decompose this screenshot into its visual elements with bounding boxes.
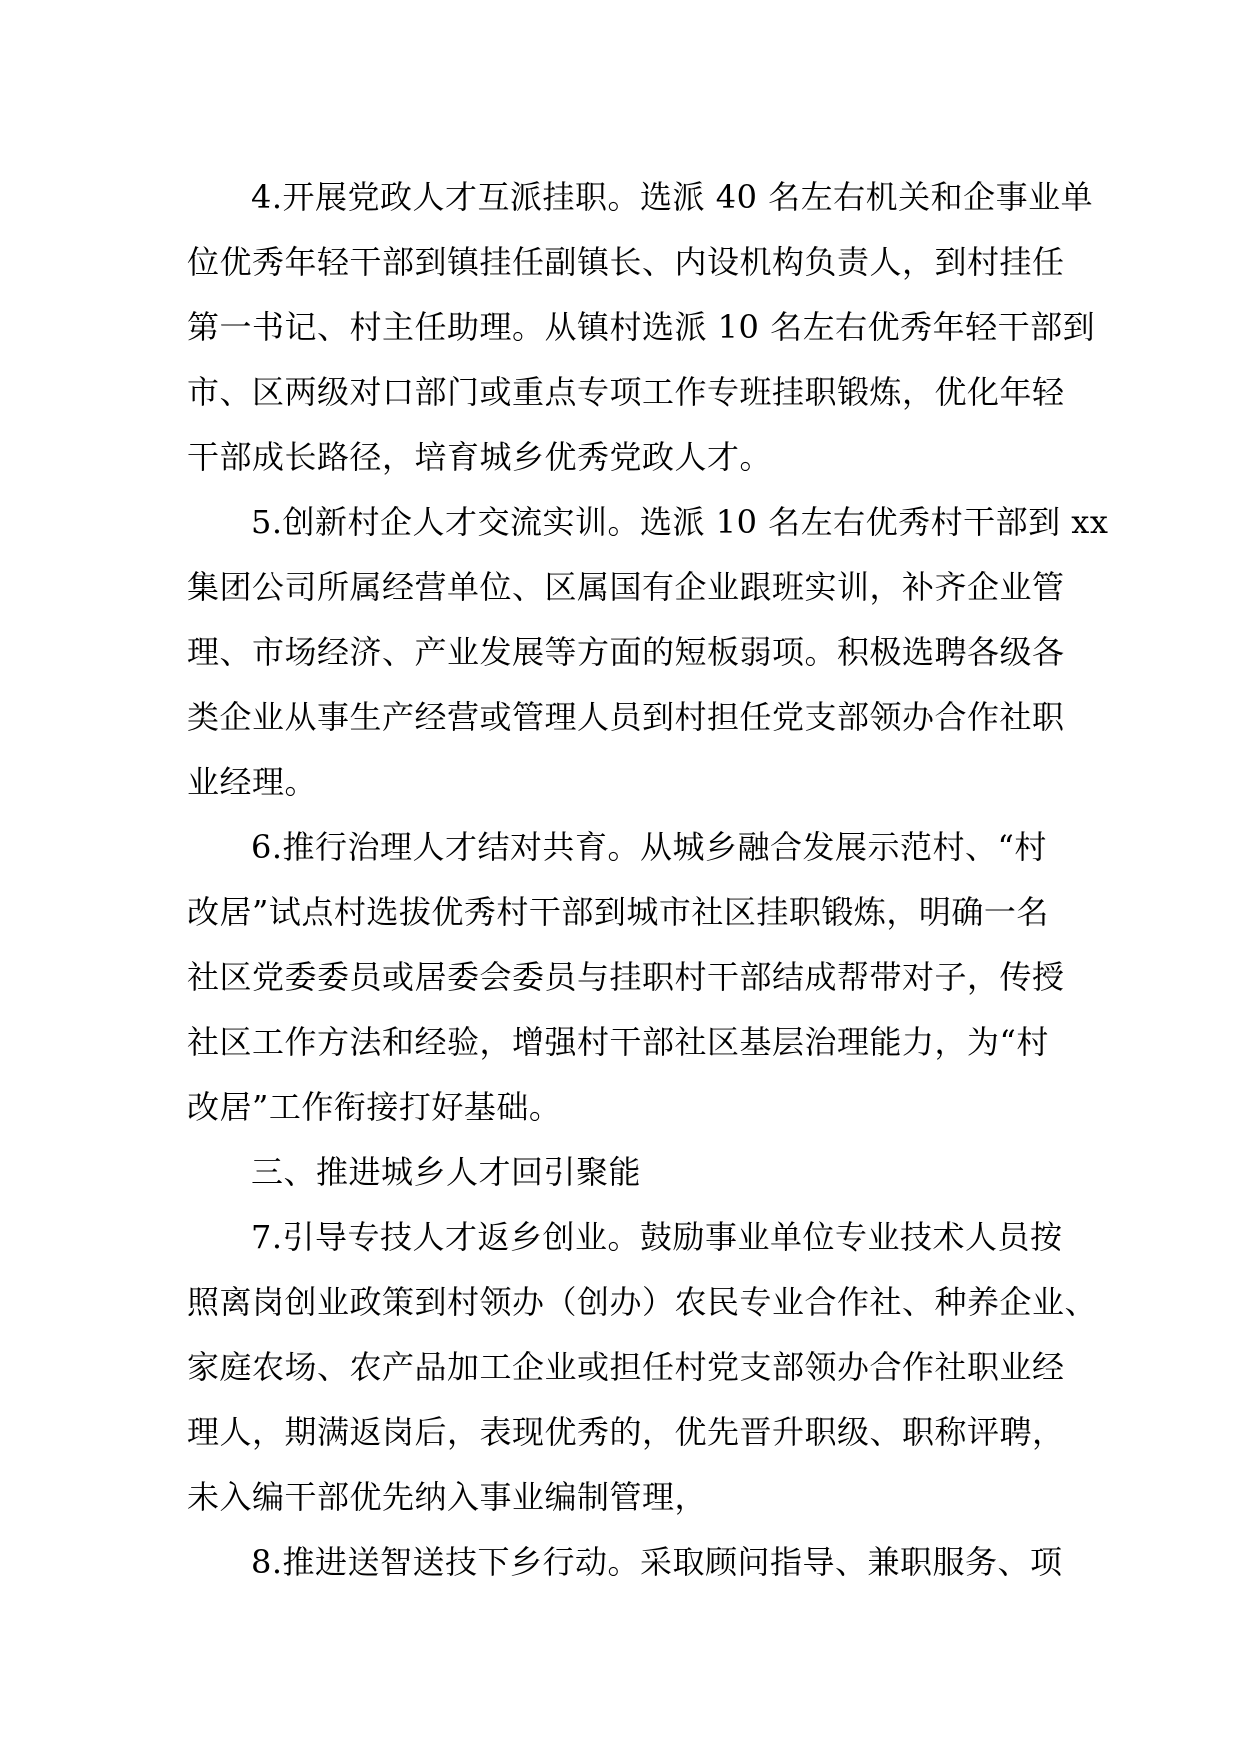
text-line: 干部成长路径，培育城乡优秀党政人才。 <box>187 438 773 476</box>
text-line: 4.开展党政人才互派挂职。选派 40 名左右机关和企事业单 <box>251 178 1094 216</box>
text-line: 改居”工作衔接打好基础。 <box>187 1088 562 1126</box>
text-line: 社区党委委员或居委会委员与挂职村干部结成帮带对子，传授 <box>187 958 1065 996</box>
paragraph-item-8 <box>187 1530 1063 1595</box>
text-line: 理人，期满返岗后，表现优秀的，优先晋升职级、职称评聘， <box>187 1413 1065 1451</box>
text-line: 业经理。 <box>187 763 318 801</box>
text-line: 6.推行治理人才结对共育。从城乡融合发展示范村、“村 <box>251 828 1047 866</box>
text-line: 7.引导专技人才返乡创业。鼓励事业单位专业技术人员按 <box>251 1218 1063 1256</box>
text-line: 市、区两级对口部门或重点专项工作专班挂职锻炼，优化年轻 <box>187 373 1065 411</box>
text-line: 集团公司所属经营单位、区属国有企业跟班实训，补齐企业管 <box>187 568 1065 606</box>
text-line: 未入编干部优先纳入事业编制管理， <box>187 1478 708 1516</box>
paragraph-item-6 <box>187 815 1065 1140</box>
paragraph-item-4 <box>187 165 1096 490</box>
text-line: 改居”试点村选拔优秀村干部到城市社区挂职锻炼，明确一名 <box>187 893 1049 931</box>
document-body <box>187 165 1109 1595</box>
text-line: 8.推进送智送技下乡行动。采取顾问指导、兼职服务、项 <box>251 1543 1063 1581</box>
paragraph-item-5 <box>187 490 1109 815</box>
text-line: 5.创新村企人才交流实训。选派 10 名左右优秀村干部到 xx <box>251 503 1109 541</box>
text-line: 理、市场经济、产业发展等方面的短板弱项。积极选聘各级各 <box>187 633 1065 671</box>
text-line: 类企业从事生产经营或管理人员到村担任党支部领办合作社职 <box>187 698 1065 736</box>
text-line: 照离岗创业政策到村领办（创办）农民专业合作社、种养企业、 <box>187 1283 1098 1321</box>
section-3-heading: 三、推进城乡人才回引聚能 <box>251 1153 642 1191</box>
text-line: 位优秀年轻干部到镇挂任副镇长、内设机构负责人，到村挂任 <box>187 243 1065 281</box>
text-line: 家庭农场、农产品加工企业或担任村党支部领办合作社职业经 <box>187 1348 1065 1386</box>
paragraph-item-7 <box>187 1205 1098 1530</box>
section-heading <box>187 1140 1059 1205</box>
text-line: 社区工作方法和经验，增强村干部社区基层治理能力，为“村 <box>187 1023 1049 1061</box>
text-line: 第一书记、村主任助理。从镇村选派 10 名左右优秀年轻干部到 <box>187 308 1096 346</box>
